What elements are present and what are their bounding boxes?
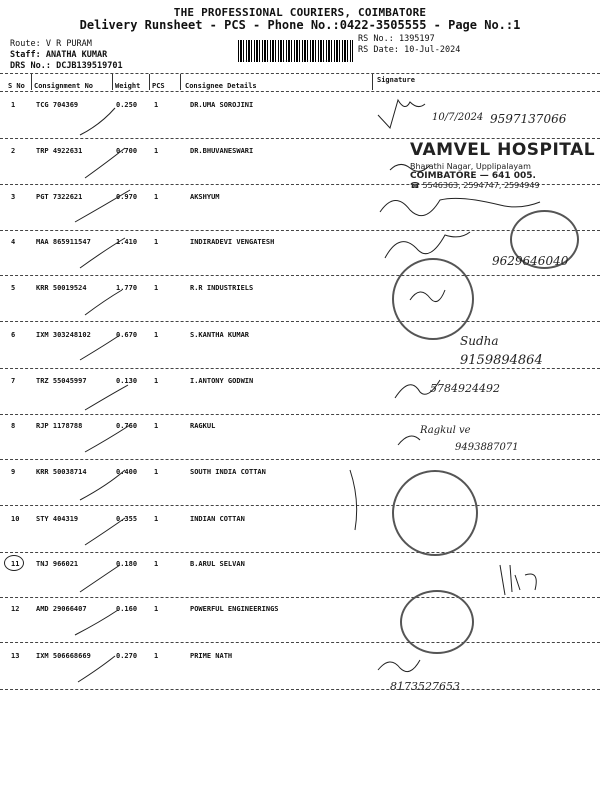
signature-scribble [378,100,425,128]
drs-line: DRS No.: DCJB139519701 [10,61,123,71]
rs-no-line: RS No.: 1395197 [358,34,435,44]
cell-cn: RJP 1178788 [36,422,83,430]
cell-wt: 0.130 [116,377,138,385]
cell-pcs: 1 [154,605,159,613]
cell-cn: KRR 50038714 [36,468,87,476]
tick-mark [85,425,130,452]
col-signature: Signature [377,76,415,84]
handwritten-phone: 9159894864 [460,353,543,368]
cell-cn: TRP 4922631 [36,147,83,155]
handwritten-phone: 9493887071 [455,442,519,453]
hospital-stamp [410,140,595,190]
hospital-address: Bharathi Nagar, Upplipalayam [410,162,531,171]
col-weight: Weight [115,82,141,90]
cell-name: INDIRADEVI VENGATESH [190,238,275,246]
cell-sno: 5 [11,284,16,292]
cell-name: SOUTH INDIA COTTAN [190,468,266,476]
cell-cn: IXM 303248102 [36,331,91,339]
cell-sno: 3 [11,193,16,201]
tick-mark [80,335,120,360]
cell-pcs: 1 [154,284,159,292]
hospital-city: COIMBATORE — 641 005. [410,171,536,181]
rs-date-line: RS Date: 10-Jul-2024 [358,45,461,55]
cell-pcs: 1 [154,101,159,109]
cell-pcs: 1 [154,377,159,385]
col-consignment: Consignment No [34,82,94,90]
col-consignee: Consignee Details [185,82,257,90]
tick-mark [78,656,115,682]
cell-name: POWERFUL ENGINEERINGS [190,605,279,613]
cell-pcs: 1 [154,515,159,523]
handwritten-phone: 9629646040 [492,254,569,268]
handwritten-name: Ragkul ve [420,425,471,436]
route-line: Route: V R PURAM [10,39,92,49]
handwritten-date: 10/7/2024 [432,112,484,123]
tick-mark [85,385,128,410]
handwritten-name: Sudha [460,334,499,348]
round-stamp [400,590,474,654]
cell-wt: 0.970 [116,193,138,201]
document-title: THE PROFESSIONAL COURIERS, COIMBATORE [173,6,427,19]
tick-mark [85,518,125,545]
col-pcs: PCS [152,82,165,90]
cell-name: B.ARUL SELVAN [190,560,245,568]
cell-wt: 0.760 [116,422,138,430]
cell-name: DR.BHUVANESWARI [190,147,254,155]
tick-mark [85,148,125,178]
cell-sno: 7 [11,377,16,385]
cell-wt: 1.770 [116,284,138,292]
cell-cn: KRR 50019524 [36,284,87,292]
cell-name: S.KANTHA KUMAR [190,331,250,339]
cell-wt: 0.160 [116,605,138,613]
cell-name: RAGKUL [190,422,216,430]
cell-sno: 13 [11,652,20,660]
tick-mark [80,565,120,592]
cell-cn: TCG 704369 [36,101,79,109]
tick-mark [80,470,125,500]
cell-pcs: 1 [154,422,159,430]
round-stamp [392,470,478,556]
cell-sno: 10 [11,515,20,523]
cell-cn: AMD 29066407 [36,605,87,613]
tick-mark [75,610,118,635]
cell-sno: 6 [11,331,16,339]
cell-name: AKSHYUM [190,193,220,201]
cell-cn: IXM 506668669 [36,652,91,660]
cell-wt: 0.270 [116,652,138,660]
cell-wt: 0.400 [116,468,138,476]
cell-cn: TNJ 966021 [36,560,79,568]
cell-sno: 11 [11,560,20,568]
cell-wt: 0.355 [116,515,138,523]
cell-cn: MAA 865911547 [36,238,91,246]
cell-pcs: 1 [154,238,159,246]
cell-pcs: 1 [154,147,159,155]
signature-scribble [398,436,420,445]
cell-cn: PGT 7322621 [36,193,83,201]
cell-cn: TRZ 55045997 [36,377,87,385]
col-sno: S No [8,82,25,90]
round-stamp [392,258,474,340]
tick-mark [75,190,130,222]
cell-wt: 0.250 [116,101,138,109]
signature-scribble [380,198,540,215]
tick-mark [80,108,115,135]
signature-scribble [350,470,357,530]
cell-wt: 0.700 [116,147,138,155]
handwritten-phone: 8173527653 [390,680,460,693]
cell-pcs: 1 [154,193,159,201]
cell-pcs: 1 [154,652,159,660]
handwritten-phone: 9597137066 [490,112,567,126]
cell-pcs: 1 [154,468,159,476]
cell-pcs: 1 [154,331,159,339]
cell-sno: 1 [11,101,16,109]
cell-name: PRIME NATH [190,652,233,660]
cell-wt: 0.670 [116,331,138,339]
signature-scribble [500,565,536,595]
cell-sno: 4 [11,238,16,246]
cell-sno: 8 [11,422,16,430]
cell-wt: 0.180 [116,560,138,568]
cell-name: DR.UMA SOROJINI [190,101,254,109]
signature-scribble [385,232,470,258]
cell-name: INDIAN COTTAN [190,515,245,523]
cell-name: I.ANTONY GODWIN [190,377,254,385]
cell-sno: 2 [11,147,16,155]
hospital-phone: ☎ 5546363, 2594747, 2594949 [410,181,540,190]
signature-scribble [378,660,420,672]
cell-sno: 9 [11,468,16,476]
cell-cn: STY 404319 [36,515,79,523]
staff-line: Staff: ANATHA KUMAR [10,50,108,60]
cell-name: R.R INDUSTRIELS [190,284,254,292]
cell-pcs: 1 [154,560,159,568]
tick-mark [85,290,122,315]
hospital-name: VAMVEL HOSPITAL [410,140,596,160]
document-subtitle: Delivery Runsheet - PCS - Phone No.:0422-3505555 - Page No.:1 [79,18,521,32]
tick-mark [80,238,125,268]
cell-sno: 12 [11,605,20,613]
cell-wt: 1.410 [116,238,138,246]
handwritten-phone: 5784924492 [430,382,500,395]
